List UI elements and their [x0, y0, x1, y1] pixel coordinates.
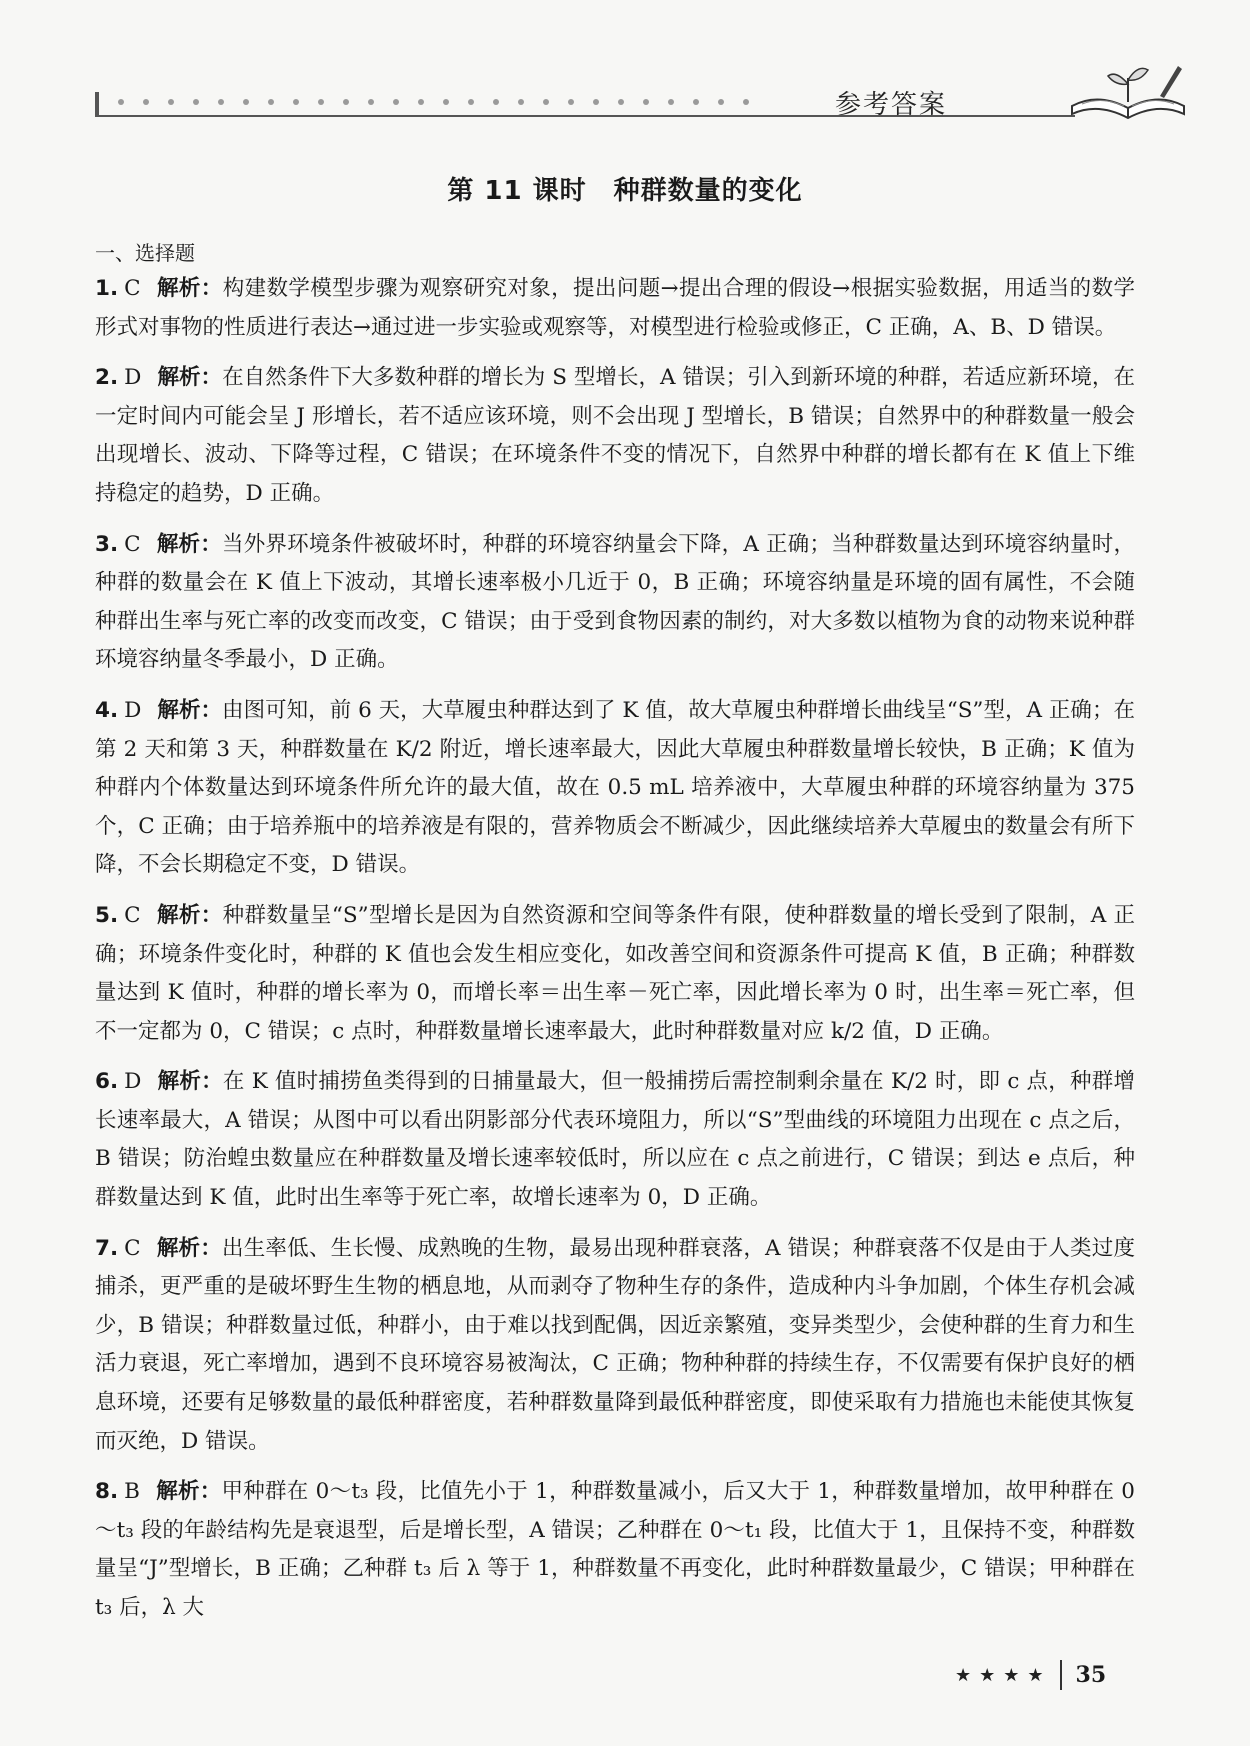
open-book-icon	[1068, 56, 1188, 122]
header-dot	[193, 99, 199, 105]
header-dot	[668, 99, 674, 105]
answer-letter: D	[124, 1069, 142, 1095]
header-dot	[243, 99, 249, 105]
analysis-label: 解析：	[157, 697, 223, 723]
page-number: 35	[1075, 1662, 1107, 1688]
header-dot	[643, 99, 649, 105]
question-number: 7.	[95, 1235, 119, 1261]
header-dot	[393, 99, 399, 105]
analysis-text: 在 K 值时捕捞鱼类得到的日捕量最大，但一般捕捞后需控制剩余量在 K/2 时，即 c 点，种群增长速率最大，A 错误；从图中可以看出阴影部分代表环境阻力，所以“S”型曲线的环境阻力出现在 c 点之后，B 错误；防治蝗虫数量应在种群数量及增长速率较低时，所以应在 c 点之前进行，C 错误；到达 e 点后，种群数量达到 K 值，此时出生率等于死亡率，故增长速率为 0，D 正确。	[95, 1069, 1135, 1211]
answer-letter: C	[124, 1235, 141, 1261]
question-item	[95, 359, 1135, 513]
header-dot	[118, 99, 124, 105]
answer-letter: C	[124, 902, 141, 928]
analysis-label: 解析：	[156, 531, 222, 557]
header-dot	[618, 99, 624, 105]
analysis-text: 种群数量呈“S”型增长是因为自然资源和空间等条件有限，使种群数量的增长受到了限制，A 正确；环境条件变化时，种群的 K 值也会发生相应变化，如改善空间和资源条件可提高 K 值，B 正确；种群数量达到 K 值时，种群的增长率为 0，而增长率＝出生率－死亡率，因此增长率为 0 时，出生率＝死亡率，但不一定都为 0，C 错误；c 点时，种群数量增长速率最大，此时种群数量对应 k/2 值，D 正确。	[95, 902, 1135, 1044]
header-dot	[468, 99, 474, 105]
header-dot	[718, 99, 724, 105]
header-dot	[318, 99, 324, 105]
question-item	[95, 897, 1135, 1051]
analysis-text: 甲种群在 0～t₃ 段，比值先小于 1，种群数量减小，后又大于 1，种群数量增加，故甲种群在 0～t₃ 段的年龄结构先是衰退型，后是增长型，A 错误；乙种群在 0～t₁ 段，比值大于 1，且保持不变，种群数量呈“J”型增长，B 正确；乙种群 t₃ 后 λ 等于 1，种群数量不再变化，此时种群数量最少，C 错误；甲种群在 t₃ 后，λ 大	[95, 1479, 1135, 1620]
question-item	[95, 270, 1135, 347]
header-dot	[593, 99, 599, 105]
question-item	[95, 526, 1135, 680]
analysis-label: 解析：	[156, 902, 223, 928]
header-dot	[418, 99, 424, 105]
header-dot	[493, 99, 499, 105]
analysis-label: 解析：	[157, 365, 223, 391]
header-dot	[218, 99, 224, 105]
header-dot	[268, 99, 274, 105]
header-dot	[568, 99, 574, 105]
question-item	[95, 1473, 1135, 1627]
question-number: 5.	[95, 902, 119, 928]
analysis-label: 解析：	[155, 1479, 222, 1505]
header-dot	[693, 99, 699, 105]
header-dot	[343, 99, 349, 105]
answer-letter: C	[124, 276, 141, 301]
header-tick	[95, 92, 99, 116]
page-footer	[955, 1660, 1106, 1690]
question-number: 2.	[95, 365, 119, 391]
question-number: 8.	[95, 1479, 119, 1505]
page-header	[0, 0, 1250, 130]
header-dot	[743, 99, 749, 105]
header-dots	[118, 99, 749, 105]
analysis-text: 出生率低、生长慢、成熟晚的生物，最易出现种群衰落，A 错误；种群衰落不仅是由于人类过度捕杀，更严重的是破坏野生生物的栖息地，从而剥夺了物种生存的条件，造成种内斗争加剧，个体生存机会减少，B 错误；种群数量过低，种群小，由于难以找到配偶，因近亲繁殖，变异类型少，会使种群的生育力和生活力衰退，死亡率增加，遇到不良环境容易被淘汰，C 正确；物种种群的持续生存，不仅需要有保护良好的栖息环境，还要有足够数量的最低种群密度，若种群数量降到最低种群密度，即使采取有力措施也未能使其恢复而灭绝，D 错误。	[95, 1235, 1135, 1454]
answer-letter: C	[124, 531, 141, 557]
question-item	[95, 1230, 1135, 1462]
answer-letter: D	[124, 697, 142, 723]
analysis-label: 解析：	[156, 276, 223, 301]
analysis-label: 解析：	[157, 1069, 223, 1095]
header-dot	[518, 99, 524, 105]
analysis-label: 解析：	[156, 1235, 222, 1261]
answer-letter: B	[124, 1479, 140, 1505]
lesson-title: 第 11 课时 种群数量的变化	[447, 176, 803, 206]
difficulty-stars: ★★★★	[955, 1664, 1052, 1686]
header-title: 参考答案	[835, 90, 948, 120]
header-dot	[368, 99, 374, 105]
header-dot	[168, 99, 174, 105]
footer-divider	[1060, 1660, 1062, 1690]
question-number: 1.	[95, 276, 119, 301]
header-dot	[143, 99, 149, 105]
section-heading: 一、选择题	[95, 241, 195, 265]
question-number: 3.	[95, 531, 119, 557]
question-item	[95, 692, 1135, 885]
analysis-text: 在自然条件下大多数种群的增长为 S 型增长，A 错误；引入到新环境的种群，若适应新环境，在一定时间内可能会呈 J 形增长，若不适应该环境，则不会出现 J 型增长，B 错误；自然界中的种群数量一般会出现增长、波动、下降等过程，C 错误；在环境条件不变的情况下，自然界中种群的增长都有在 K 值上下维持稳定的趋势，D 正确。	[95, 365, 1135, 506]
question-list	[95, 270, 1135, 1640]
question-number: 4.	[95, 697, 119, 723]
analysis-text: 构建数学模型步骤为观察研究对象，提出问题→提出合理的假设→根据实验数据，用适当的数学形式对事物的性质进行表达→通过进一步实验或观察等，对模型进行检验或修正，C 正确，A、B、D 错误。	[95, 276, 1135, 340]
question-number: 6.	[95, 1069, 119, 1095]
header-dot	[543, 99, 549, 105]
analysis-text: 由图可知，前 6 天，大草履虫种群达到了 K 值，故大草履虫种群增长曲线呈“S”型，A 正确；在第 2 天和第 3 天，种群数量在 K/2 附近，增长速率最大，因此大草履虫种群数量增长较快，B 正确；K 值为种群内个体数量达到环境条件所允许的最大值，故在 0.5 mL 培养液中，大草履虫种群的环境容纳量为 375 个，C 正确；由于培养瓶中的培养液是有限的，营养物质会不断减少，因此继续培养大草履虫的数量会有所下降，不会长期稳定不变，D 错误。	[95, 697, 1135, 878]
answer-letter: D	[124, 365, 142, 391]
question-item	[95, 1063, 1135, 1217]
header-dot	[293, 99, 299, 105]
header-dot	[443, 99, 449, 105]
analysis-text: 当外界环境条件被破坏时，种群的环境容纳量会下降，A 正确；当种群数量达到环境容纳量时，种群的数量会在 K 值上下波动，其增长速率极小几近于 0，B 正确；环境容纳量是环境的固有属性，不会随种群出生率与死亡率的改变而改变，C 错误；由于受到食物因素的制约，对大多数以植物为食的动物来说种群环境容纳量冬季最小，D 正确。	[95, 531, 1135, 673]
